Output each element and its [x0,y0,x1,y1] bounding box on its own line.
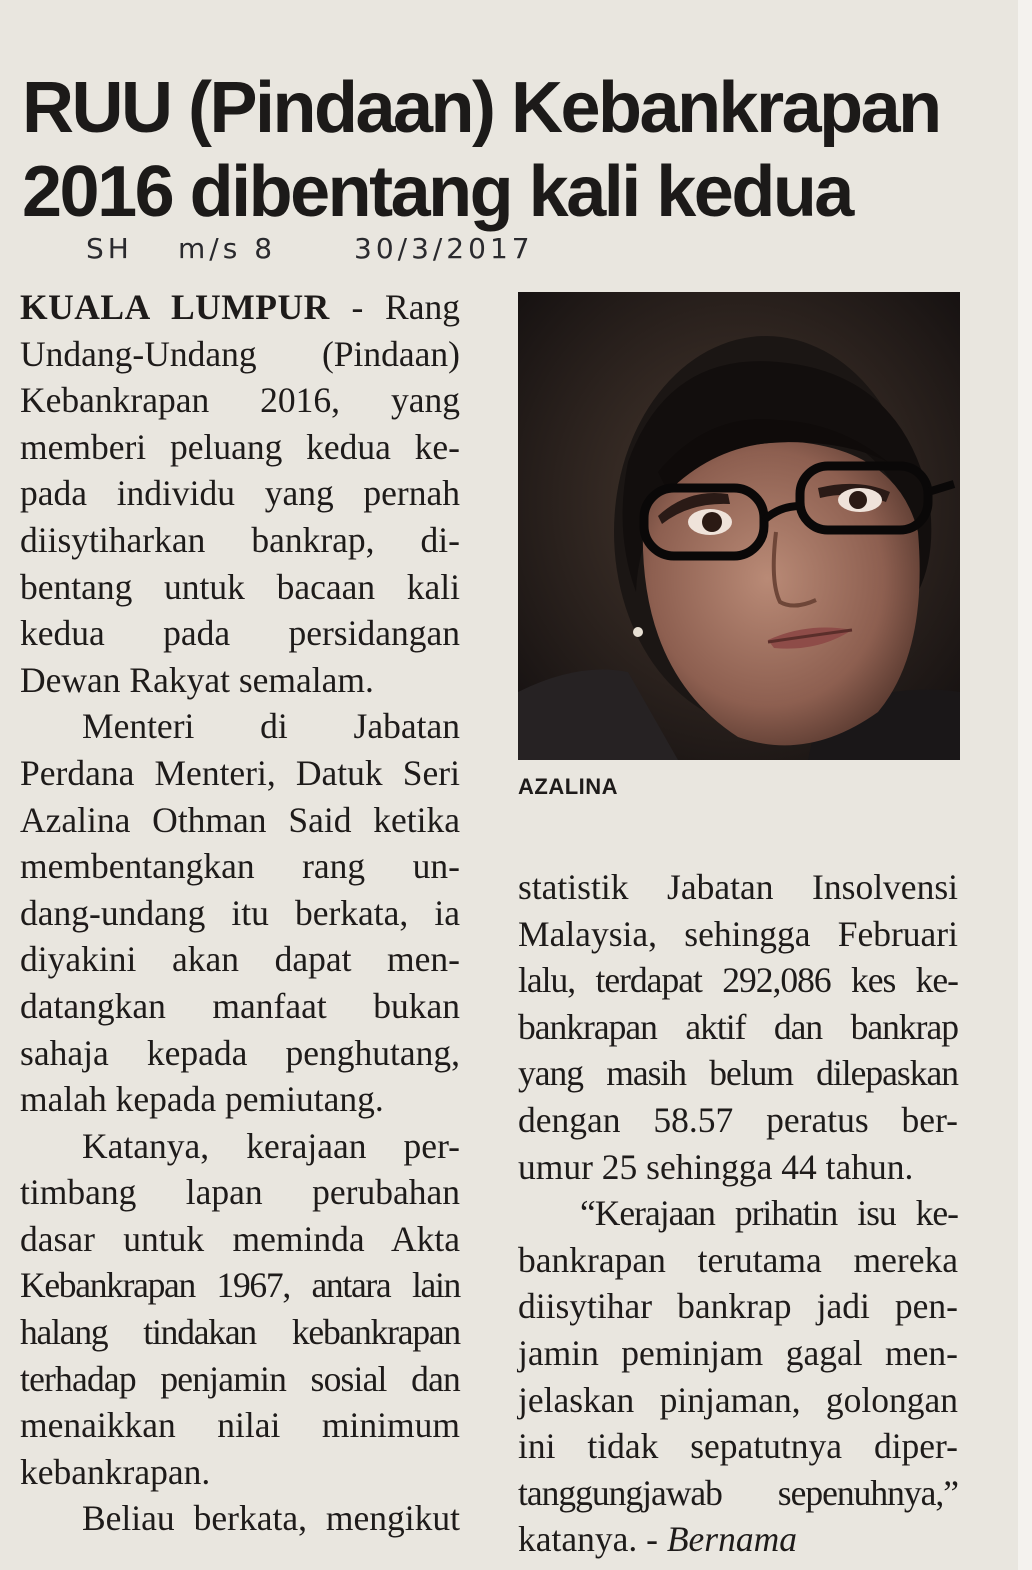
body-line: yang masih belum dilepaskan [518,1053,958,1094]
body-line: diyakini akan dapat men- [20,939,460,980]
body-line: bankrapan aktif dan bankrap [518,1006,958,1047]
body-line: tanggungjawab sepenuhnya,” [518,1472,958,1513]
body-line: “Kerajaan prihatin isu ke- [580,1193,958,1234]
body-line: Beliau berkata, mengikut [82,1498,460,1539]
body-line: halang tindakan kebankrapan [20,1312,460,1353]
body-line: dengan 58.57 peratus ber- [518,1099,958,1140]
portrait-illustration [518,292,960,760]
article-column-left [20,284,460,1542]
body-line: datangkan manfaat bukan [20,985,460,1026]
headline-line-2: 2016 dibentang kali kedua [22,152,852,232]
body-line: bentang untuk bacaan kali [20,566,460,607]
body-line: jamin peminjam gagal men- [518,1332,958,1373]
body-line: Katanya, kerajaan per- [82,1125,460,1166]
handwritten-source: SH [86,232,133,265]
body-line: statistik Jabatan Insolvensi [518,867,958,907]
body-line: Perdana Menteri, Datuk Seri [20,752,460,793]
body-line: KUALA LUMPUR - Rang [20,287,460,327]
body-line: bankrapan terutama mereka [518,1239,958,1280]
headline [22,66,982,234]
body-line: lalu, terdapat 292,086 kes ke- [518,960,958,1001]
body-line: kedua pada persidangan [20,613,460,654]
body-line: terhadap penjamin sosial dan [20,1358,460,1399]
handwritten-page: m/s 8 [178,232,277,265]
body-line: Undang-Undang (Pindaan) [20,333,460,374]
body-line: diisytiharkan bankrap, di- [20,519,460,560]
body-line: Kebankrapan 1967, antara lain [20,1265,460,1306]
body-line: Menteri di Jabatan [82,706,460,747]
body-line: kebankrapan. [20,1451,211,1492]
body-line: Azalina Othman Said ketika [20,799,460,840]
body-line: ini tidak sepatutnya diper- [518,1426,958,1467]
body-line: membentangkan rang un- [20,846,460,887]
photo-caption: AZALINA [518,774,619,799]
body-line: dang-undang itu berkata, ia [20,892,460,933]
news-agency-credit: Bernama [666,1519,797,1560]
handwritten-date: 30/3/2017 [354,232,534,265]
body-line: Malaysia, sehingga Februari [518,913,958,954]
body-line: umur 25 sehingga 44 tahun. [518,1146,914,1187]
dateline: KUALA LUMPUR [20,287,330,327]
body-line: Kebankrapan 2016, yang [20,380,460,421]
handwritten-annotation [86,232,586,276]
paper-edge [1018,0,1032,1570]
body-line: katanya. - Bernama [518,1519,797,1560]
headline-line-1: RUU (Pindaan) Kebankrapan [22,68,940,148]
body-line: pada individu yang pernah [20,473,460,514]
body-line: malah kepada pemiutang. [20,1079,384,1120]
body-line: sahaja kepada penghutang, [20,1032,460,1073]
body-line: jelaskan pinjaman, golongan [518,1379,958,1420]
body-line: Dewan Rakyat semalam. [20,659,374,700]
body-line: dasar untuk meminda Akta [20,1218,460,1259]
portrait-photo [518,292,960,760]
body-line: diisytihar bankrap jadi pen- [518,1286,958,1327]
body-line: memberi peluang kedua ke- [20,426,460,467]
body-line: menaikkan nilai minimum [20,1405,460,1446]
body-line: timbang lapan perubahan [20,1172,460,1213]
article-column-right [518,864,958,1563]
